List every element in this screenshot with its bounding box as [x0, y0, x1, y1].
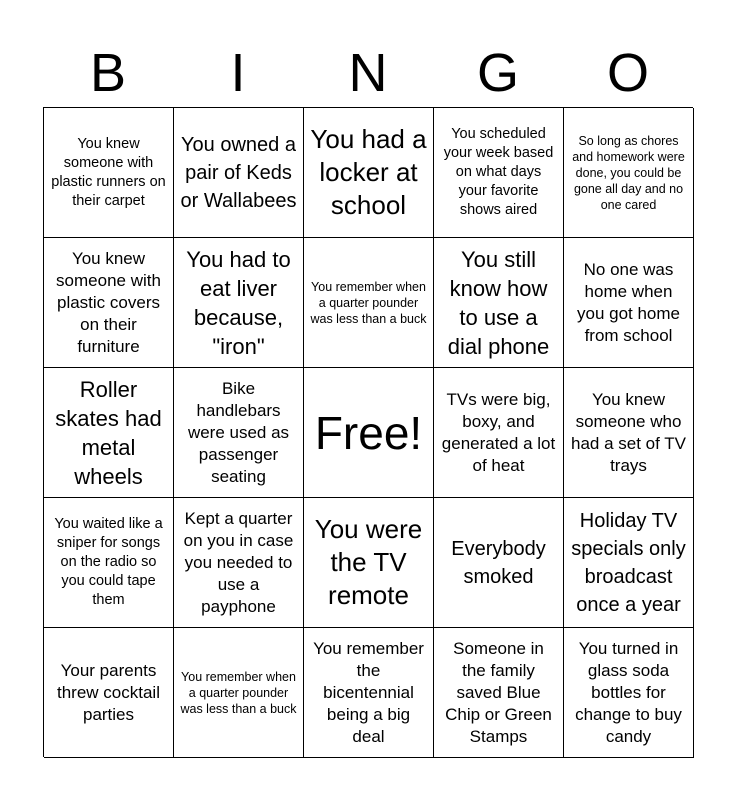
bingo-cell[interactable] [44, 238, 174, 368]
cell-text: You were the TV remote [314, 514, 423, 610]
bingo-cell[interactable] [564, 108, 694, 238]
bingo-cell[interactable] [174, 368, 304, 498]
bingo-cell[interactable] [304, 498, 434, 628]
cell-text: You had to eat liver because, "iron" [186, 246, 291, 359]
cell-text: Everybody smoked [451, 537, 546, 588]
cell-text: You knew someone with plastic covers on their furniture [56, 248, 161, 356]
cell-text: Holiday TV specials only broadcast once a year [571, 509, 686, 616]
bingo-cell[interactable] [174, 108, 304, 238]
bingo-cell[interactable] [174, 498, 304, 628]
cell-text: You remember when a quarter pounder was less than a buck [310, 279, 427, 326]
bingo-cell[interactable] [44, 108, 174, 238]
cell-text: Your parents threw cocktail parties [57, 660, 160, 724]
bingo-cell[interactable] [434, 368, 564, 498]
cell-text: You owned a pair of Keds or Wallabees [180, 133, 297, 212]
bingo-header [43, 40, 693, 106]
cell-text: You knew someone who had a set of TV trays [571, 389, 686, 475]
bingo-cell[interactable] [564, 238, 694, 368]
cell-text: So long as chores and homework were done, you could be gone all day and no one cared [572, 133, 685, 212]
bingo-cell[interactable] [434, 238, 564, 368]
bingo-cell[interactable] [304, 108, 434, 238]
header-letter-i: I [230, 43, 246, 103]
cell-text: Bike handlebars were used as passenger seating [187, 378, 290, 486]
bingo-cell[interactable] [44, 368, 174, 498]
cell-text: You knew someone with plastic runners on their carpet [51, 135, 166, 209]
cell-text: You still know how to use a dial phone [447, 246, 550, 359]
bingo-cell[interactable] [304, 628, 434, 758]
bingo-cell[interactable] [44, 498, 174, 628]
header-letter-o: O [606, 43, 649, 103]
cell-text: Roller skates had metal wheels [55, 376, 162, 489]
cell-text: Kept a quarter on you in case you needed to use a payphone [183, 508, 294, 616]
bingo-cell[interactable] [564, 498, 694, 628]
bingo-board [43, 107, 693, 757]
bingo-cell[interactable] [564, 628, 694, 758]
bingo-cell[interactable] [304, 238, 434, 368]
cell-text: You turned in glass soda bottles for change to buy candy [575, 638, 682, 746]
header-letter-g: G [476, 43, 519, 103]
bingo-cell[interactable] [44, 628, 174, 758]
free-space-text: Free! [314, 406, 423, 459]
bingo-cell[interactable] [564, 368, 694, 498]
cell-text: You had a locker at school [310, 124, 427, 220]
cell-text: You remember when a quarter pounder was less than a buck [180, 669, 297, 716]
cell-text: No one was home when you got home from school [576, 259, 680, 345]
cell-text: You waited like a sniper for songs on the radio so you could tape them [54, 516, 163, 608]
bingo-cell[interactable] [434, 628, 564, 758]
bingo-cell[interactable] [434, 498, 564, 628]
cell-text: You scheduled your week based on what days your favorite shows aired [443, 126, 554, 218]
bingo-cell[interactable] [174, 628, 304, 758]
cell-text: You remember the bicentennial being a big deal [313, 638, 424, 746]
bingo-cell[interactable] [434, 108, 564, 238]
header-letter-n: N [348, 43, 388, 103]
cell-text: TVs were big, boxy, and generated a lot of heat [441, 389, 556, 475]
bingo-cell-free[interactable] [304, 368, 434, 498]
cell-text: Someone in the family saved Blue Chip or Green Stamps [445, 638, 552, 746]
header-letter-b: B [89, 43, 127, 103]
bingo-cell[interactable] [174, 238, 304, 368]
